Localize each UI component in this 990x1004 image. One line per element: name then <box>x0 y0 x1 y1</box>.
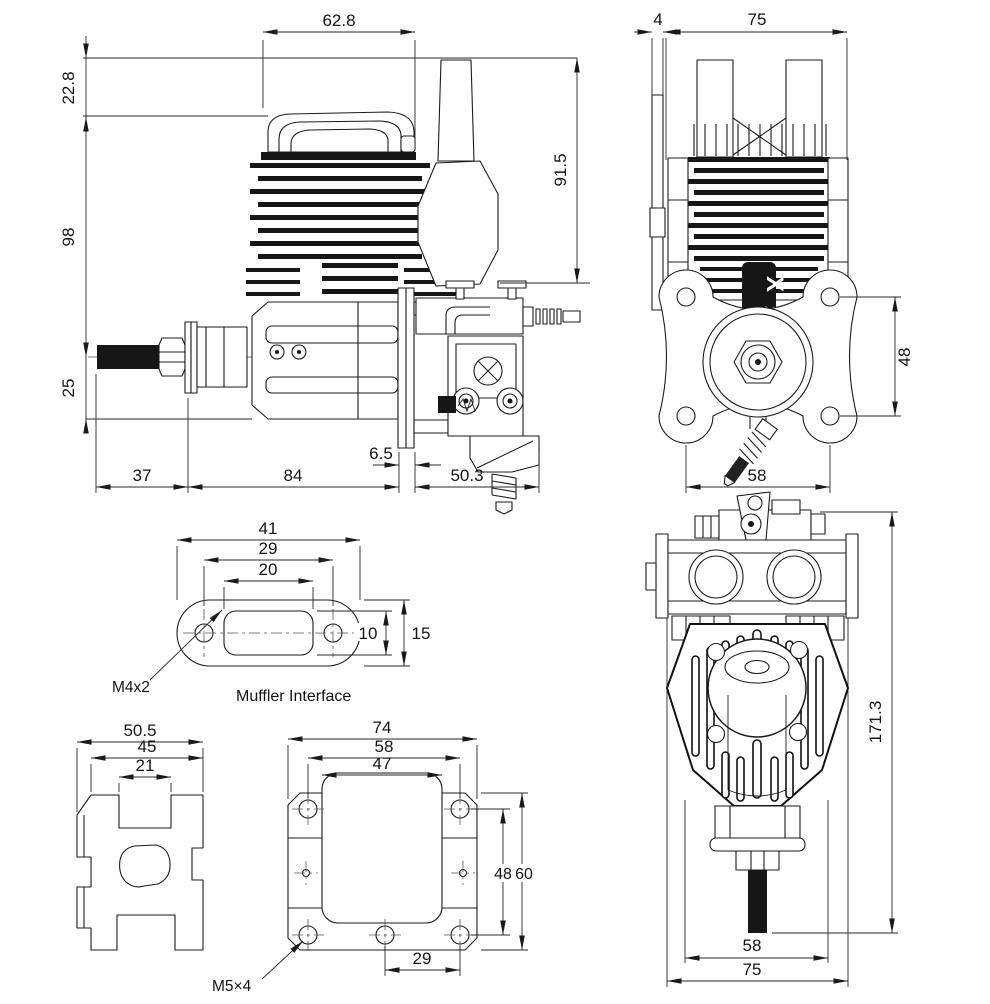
dim-text: 21 <box>135 756 155 775</box>
muffler-port <box>689 550 743 604</box>
dim-text: 45 <box>137 737 157 756</box>
dim-4 <box>634 10 681 95</box>
muffler-interface-view <box>112 519 430 705</box>
muffler-port <box>767 550 821 604</box>
dim-text: 98 <box>59 227 78 247</box>
dim-text: 41 <box>258 519 278 538</box>
dim-text: 50.3 <box>450 466 484 485</box>
dim-text: 29 <box>412 949 432 968</box>
bracket-outline <box>77 795 203 950</box>
cylinder-head-side <box>261 112 416 160</box>
dim-21 <box>119 756 171 792</box>
dim-75-top <box>667 960 848 981</box>
dim-text: 74 <box>372 718 392 737</box>
mount-plate-view <box>212 718 533 995</box>
dim-91-5 <box>500 58 590 283</box>
exhaust-stack-side <box>438 60 474 161</box>
dim-text: 25 <box>59 378 78 398</box>
crankcase-side <box>252 302 398 419</box>
head-bolt <box>790 724 807 741</box>
dim-text: 58 <box>374 737 394 756</box>
dim-25 <box>59 357 86 433</box>
dim-text: 75 <box>742 960 762 979</box>
dim-text: 48 <box>494 866 512 883</box>
carb-spring-side <box>492 474 516 514</box>
dim-58-front <box>686 445 830 493</box>
side-view <box>59 11 590 514</box>
dim-text: 84 <box>283 466 303 485</box>
dim-text: 37 <box>132 466 152 485</box>
dim-text: 58 <box>747 466 767 485</box>
dim-text: 22.8 <box>59 71 78 105</box>
dim-text: 47 <box>372 754 392 773</box>
bracket-view <box>77 721 203 950</box>
front-view <box>634 10 914 493</box>
dim-47 <box>322 754 442 775</box>
dim-text: 10 <box>358 624 378 643</box>
plate-center-window <box>322 773 442 923</box>
prop-shaft <box>97 322 247 393</box>
dim-text: 15 <box>411 624 431 643</box>
muffler-top <box>646 534 858 618</box>
dim-text: 50.5 <box>123 721 157 740</box>
dim-6-5 <box>369 444 441 493</box>
dim-text: 29 <box>258 539 278 558</box>
head-bolt <box>708 644 725 661</box>
dim-text: 48 <box>895 347 914 367</box>
thread-label: M4x2 <box>112 679 150 696</box>
head-bolt <box>708 726 725 743</box>
logo-line1: X <box>761 275 788 293</box>
dim-text: 75 <box>747 10 767 29</box>
thread-callout-m5 <box>212 941 303 995</box>
dim-text: 20 <box>258 560 278 579</box>
dim-58-top <box>685 936 828 958</box>
carburetor-top <box>695 492 825 540</box>
dim-text: 171.3 <box>866 700 885 744</box>
dim-98 <box>59 117 86 357</box>
cylinder-head-top <box>667 624 848 806</box>
dim-84 <box>188 452 399 493</box>
dim-text: 91.5 <box>551 153 570 187</box>
muffler-side <box>418 161 498 286</box>
dim-text: 60 <box>515 866 533 883</box>
dim-text: 58 <box>742 936 762 955</box>
dim-text: 4 <box>653 10 663 29</box>
dim-37 <box>96 374 188 493</box>
prop-shaft-top <box>710 806 805 933</box>
drive-washer-edge <box>650 95 665 310</box>
dim-text: 62.8 <box>322 11 356 30</box>
top-view <box>646 492 898 987</box>
view-title: Muffler Interface <box>236 688 352 705</box>
carburetor-side <box>416 281 580 514</box>
dim-22-8 <box>59 36 86 117</box>
dim-text: 6.5 <box>369 444 393 463</box>
head-bolt <box>791 642 808 659</box>
thread-label: M5×4 <box>212 978 252 995</box>
